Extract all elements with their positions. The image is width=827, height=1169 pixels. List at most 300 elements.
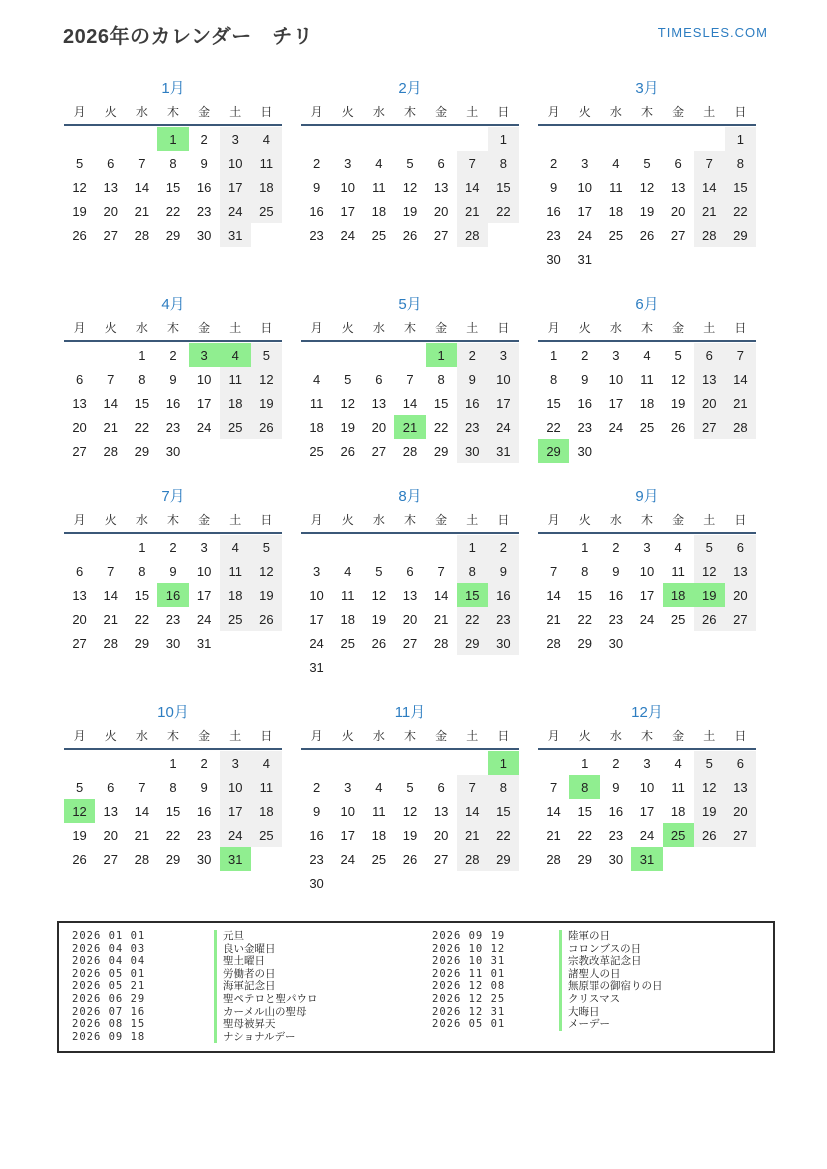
day-cell: 24 [608,419,624,435]
weekday-label: 金 [198,105,211,119]
weekday-header [538,319,756,342]
day-cell: 25 [251,823,282,847]
legend-date: 2026 09 19 [432,930,506,942]
day-cell: 27 [433,851,449,867]
day-cell: 4 [643,347,651,363]
day-cell: 19 [251,583,282,607]
day-cell: 18 [220,391,251,415]
weekday-label: 月 [310,105,323,119]
weekday-label: 土 [703,513,716,527]
weekday-label: 金 [435,513,448,527]
day-cell: 1 [488,751,519,775]
day-cell: 27 [725,607,756,631]
weekday-label: 金 [198,729,211,743]
day-cell: 28 [457,847,488,871]
day-cell: 22 [165,203,181,219]
weekday-label: 月 [73,105,86,119]
day-cell: 13 [371,395,387,411]
day-cell: 6 [406,563,414,579]
month-title: 10月 [157,704,189,721]
day-cell: 6 [375,371,383,387]
weekday-label: 木 [166,105,179,119]
day-cell: 4 [220,343,251,367]
day-cell: 4 [312,371,321,387]
day-cell: 25 [670,611,686,627]
day-cell: 24 [220,199,251,223]
legend-date: 2026 11 01 [432,967,506,980]
weekday-label: 火 [578,321,591,335]
day-cell: 11 [640,371,654,387]
day-cell: 30 [488,631,519,655]
day-cell: 31 [488,439,519,463]
day-cell: 26 [251,415,282,439]
empty-cell [301,343,332,367]
weekday-label: 月 [73,321,86,335]
day-cell: 27 [670,227,686,243]
weekday-header [538,103,756,126]
month-title: 8月 [398,488,422,505]
day-cell: 15 [165,803,181,819]
day-cell: 20 [371,419,387,435]
weekday-label: 日 [497,513,510,527]
empty-cell [426,751,457,775]
day-cell: 23 [196,203,212,219]
day-cell: 3 [344,155,352,171]
empty-cell [600,127,631,151]
day-cell: 6 [694,343,725,367]
day-cell: 4 [674,539,682,555]
day-cell: 12 [639,179,655,195]
day-cell: 13 [433,179,449,195]
day-cell: 12 [694,559,725,583]
day-cell: 10 [639,779,655,795]
day-cell: 4 [375,155,383,171]
month-title: 4月 [161,296,185,313]
day-cell: 3 [643,755,651,771]
weekday-label: 金 [672,321,685,335]
empty-cell [631,127,662,151]
day-cell: 7 [437,563,445,579]
day-cell: 21 [457,199,488,223]
empty-cell [95,535,126,559]
day-cell: 12 [64,799,95,823]
day-cell: 5 [344,371,352,387]
day-cell: 21 [134,203,150,219]
day-cell: 2 [581,347,589,363]
day-cell: 11 [671,563,685,579]
day-cell: 1 [157,127,188,151]
empty-cell [126,751,157,775]
day-cell: 17 [608,395,624,411]
day-cell: 5 [406,155,414,171]
day-cell: 29 [488,847,519,871]
day-cell: 17 [639,587,655,603]
day-cell: 25 [251,199,282,223]
day-cell: 7 [457,775,488,799]
day-cell: 14 [402,395,418,411]
month-7 [64,485,282,655]
day-cell: 25 [608,227,624,243]
day-cell: 19 [340,419,355,435]
day-cell: 14 [457,175,488,199]
day-cell: 26 [694,607,725,631]
weekday-label: 火 [341,105,354,119]
day-cell: 4 [344,563,352,579]
day-cell: 2 [488,535,519,559]
day-cell: 9 [169,563,177,579]
day-cell: 21 [457,823,488,847]
month-title: 1月 [161,80,185,97]
weekday-label: 木 [640,513,653,527]
day-cell: 9 [581,371,589,387]
weekday-label: 水 [135,513,148,527]
day-cell: 11 [372,803,386,819]
weekday-label: 土 [466,105,479,119]
day-cell: 29 [165,227,181,243]
day-cell: 6 [437,779,445,795]
day-cell: 27 [103,851,118,867]
day-cell: 10 [340,179,355,195]
day-cell: 7 [725,343,756,367]
legend-date: 2026 10 31 [432,955,506,968]
day-cell: 20 [433,827,449,843]
day-cell: 13 [103,179,118,195]
empty-cell [64,751,95,775]
day-cell: 5 [75,155,84,171]
day-cell: 8 [725,151,756,175]
day-cell: 29 [165,851,181,867]
legend-holiday-name: 聖土曜日 [214,955,419,968]
day-cell: 12 [402,803,418,819]
day-cell: 17 [340,827,355,843]
weekday-label: 月 [547,105,560,119]
day-cell: 5 [643,155,651,171]
month-8 [301,485,519,679]
day-cell: 10 [220,151,251,175]
day-cell: 19 [694,799,725,823]
empty-cell [301,751,332,775]
month-title: 7月 [161,488,185,505]
day-cell: 6 [75,371,84,387]
day-cell: 11 [340,587,355,603]
day-cell: 23 [165,419,181,435]
day-cell: 22 [577,611,592,627]
day-cell: 15 [725,175,756,199]
empty-cell [694,127,725,151]
weekday-label: 金 [198,321,211,335]
weekday-label: 月 [547,513,560,527]
day-cell: 20 [433,203,449,219]
weekday-label: 月 [310,513,323,527]
day-cell: 18 [608,203,624,219]
empty-cell [363,535,394,559]
day-cell: 13 [694,367,725,391]
empty-cell [64,343,95,367]
day-cell: 26 [371,635,387,651]
weekday-label: 水 [609,321,622,335]
day-grid [64,535,282,655]
day-cell: 20 [725,799,756,823]
day-cell: 2 [169,539,177,555]
day-cell: 16 [457,391,488,415]
day-cell: 19 [402,203,418,219]
day-cell: 19 [402,827,418,843]
day-cell: 27 [103,227,118,243]
day-cell: 25 [220,607,251,631]
day-cell: 31 [196,635,212,651]
weekday-label: 金 [672,105,685,119]
day-cell: 29 [433,443,449,459]
day-cell: 10 [196,563,212,579]
day-cell: 4 [375,779,383,795]
day-cell: 14 [103,395,118,411]
day-cell: 3 [312,563,321,579]
legend-holiday-name: ナショナルデー [214,1031,419,1044]
weekday-label: 木 [403,321,416,335]
empty-cell [363,127,394,151]
day-cell: 20 [103,827,118,843]
day-cell: 6 [674,155,682,171]
weekday-label: 火 [578,513,591,527]
weekday-header [538,511,756,534]
day-cell: 19 [639,203,655,219]
weekday-label: 日 [734,729,747,743]
day-cell: 22 [725,199,756,223]
weekday-label: 水 [372,321,385,335]
day-cell: 21 [694,199,725,223]
weekday-label: 日 [497,321,510,335]
day-cell: 14 [134,179,150,195]
empty-cell [126,127,157,151]
day-cell: 23 [165,611,181,627]
weekday-label: 火 [104,729,117,743]
day-cell: 11 [309,395,324,411]
weekday-label: 金 [672,729,685,743]
day-cell: 3 [189,343,220,367]
legend-holiday-name: 宗教改革記念日 [559,955,773,968]
day-cell: 16 [608,587,624,603]
day-cell: 18 [371,827,387,843]
day-cell: 10 [340,803,355,819]
legend-date: 2026 05 01 [432,1018,506,1031]
day-cell: 8 [581,563,589,579]
day-cell: 7 [138,779,146,795]
day-cell: 13 [433,803,449,819]
day-cell: 24 [488,415,519,439]
legend-date: 2026 05 01 [72,967,146,980]
day-cell: 1 [138,539,146,555]
day-cell: 20 [72,611,87,627]
empty-cell [538,535,569,559]
day-cell: 9 [312,179,321,195]
empty-cell [394,535,425,559]
day-cell: 26 [694,823,725,847]
month-10 [64,701,282,871]
day-cell: 4 [674,755,682,771]
day-cell: 19 [371,611,387,627]
day-cell: 1 [169,755,177,771]
day-cell: 10 [196,371,212,387]
day-cell: 13 [670,179,686,195]
day-cell: 31 [577,251,592,267]
day-cell: 26 [639,227,655,243]
day-cell: 24 [639,611,655,627]
day-grid [64,343,282,463]
empty-cell [332,343,363,367]
day-cell: 26 [72,227,87,243]
day-cell: 5 [251,343,282,367]
day-cell: 19 [251,391,282,415]
day-cell: 22 [488,823,519,847]
day-grid [301,127,519,247]
empty-cell [663,127,694,151]
weekday-label: 日 [260,729,273,743]
empty-cell [363,343,394,367]
legend-holiday-name: 陸軍の日 [559,930,773,943]
day-cell: 10 [488,367,519,391]
day-cell: 15 [457,583,488,607]
day-cell: 25 [309,443,324,459]
day-cell: 26 [670,419,686,435]
day-cell: 31 [631,847,662,871]
day-cell: 5 [75,779,84,795]
day-cell: 11 [220,559,251,583]
day-cell: 16 [309,203,324,219]
weekday-label: 火 [341,729,354,743]
month-12 [538,701,756,871]
day-cell: 28 [103,443,118,459]
day-cell: 23 [309,851,324,867]
day-cell: 2 [200,755,208,771]
day-cell: 3 [220,751,251,775]
day-cell: 5 [674,347,682,363]
day-cell: 22 [165,827,181,843]
day-cell: 30 [309,875,324,891]
month-title: 6月 [635,296,659,313]
day-cell: 8 [437,371,445,387]
day-cell: 5 [694,535,725,559]
day-cell: 16 [196,179,212,195]
day-cell: 30 [457,439,488,463]
day-cell: 4 [251,751,282,775]
weekday-label: 水 [372,105,385,119]
day-cell: 1 [488,127,519,151]
weekday-header [64,727,282,750]
weekday-label: 金 [435,105,448,119]
weekday-label: 火 [341,513,354,527]
day-grid [538,751,756,871]
day-cell: 1 [581,755,589,771]
day-cell: 12 [670,371,686,387]
day-cell: 14 [457,799,488,823]
day-cell: 4 [251,127,282,151]
weekday-label: 日 [734,321,747,335]
legend-holiday-name: 諸聖人の日 [559,968,773,981]
day-grid [64,127,282,247]
day-cell: 25 [639,419,655,435]
day-cell: 24 [196,419,212,435]
day-cell: 14 [694,175,725,199]
day-cell: 16 [577,395,592,411]
day-cell: 15 [577,803,592,819]
month-6 [538,293,756,463]
day-cell: 4 [220,535,251,559]
day-cell: 20 [72,419,87,435]
empty-cell [394,343,425,367]
day-cell: 31 [309,659,324,675]
weekday-label: 木 [166,321,179,335]
legend-date: 2026 06 29 [72,992,146,1005]
day-cell: 23 [309,227,324,243]
day-cell: 20 [725,583,756,607]
day-cell: 24 [309,635,324,651]
weekday-header [64,511,282,534]
day-cell: 7 [457,151,488,175]
day-cell: 21 [546,827,561,843]
day-cell: 23 [488,607,519,631]
legend-holiday-name: クリスマス [559,993,773,1006]
day-cell: 25 [663,823,694,847]
month-1 [64,77,282,247]
legend-date: 2026 12 25 [432,992,506,1005]
page-title: 2026年のカレンダー チリ [63,26,314,48]
month-title: 11月 [394,704,426,721]
weekday-label: 土 [466,321,479,335]
empty-cell [301,535,332,559]
day-cell: 4 [612,155,620,171]
day-cell: 9 [200,155,208,171]
day-cell: 7 [549,563,558,579]
weekday-label: 木 [640,729,653,743]
weekday-label: 火 [578,105,591,119]
empty-cell [301,127,332,151]
day-grid [301,751,519,895]
day-cell: 23 [608,827,624,843]
day-cell: 30 [546,251,561,267]
day-cell: 5 [251,535,282,559]
day-cell: 28 [103,635,118,651]
day-cell: 21 [394,415,425,439]
legend-holiday-name: 聖母被昇天 [214,1018,419,1031]
day-cell: 24 [220,823,251,847]
day-cell: 3 [488,343,519,367]
day-cell: 11 [251,151,282,175]
day-cell: 17 [196,395,212,411]
month-title: 2月 [398,80,422,97]
empty-cell [538,127,569,151]
day-cell: 9 [169,371,177,387]
day-cell: 2 [457,343,488,367]
site-logo[interactable]: TIMESLES.COM [657,25,768,40]
day-cell: 8 [169,155,177,171]
day-cell: 14 [433,587,449,603]
day-grid [538,127,756,271]
weekday-label: 木 [403,513,416,527]
legend-date: 2026 04 03 [72,942,146,955]
day-cell: 12 [251,367,282,391]
weekday-label: 水 [609,513,622,527]
day-cell: 18 [309,419,324,435]
legend-holiday-name: 良い金曜日 [214,943,419,956]
month-title: 3月 [635,80,659,97]
day-cell: 21 [725,391,756,415]
month-title: 12月 [631,704,663,721]
weekday-label: 水 [372,513,385,527]
weekday-label: 金 [435,321,448,335]
day-cell: 21 [103,611,118,627]
weekday-label: 月 [73,729,86,743]
weekday-label: 日 [260,105,273,119]
